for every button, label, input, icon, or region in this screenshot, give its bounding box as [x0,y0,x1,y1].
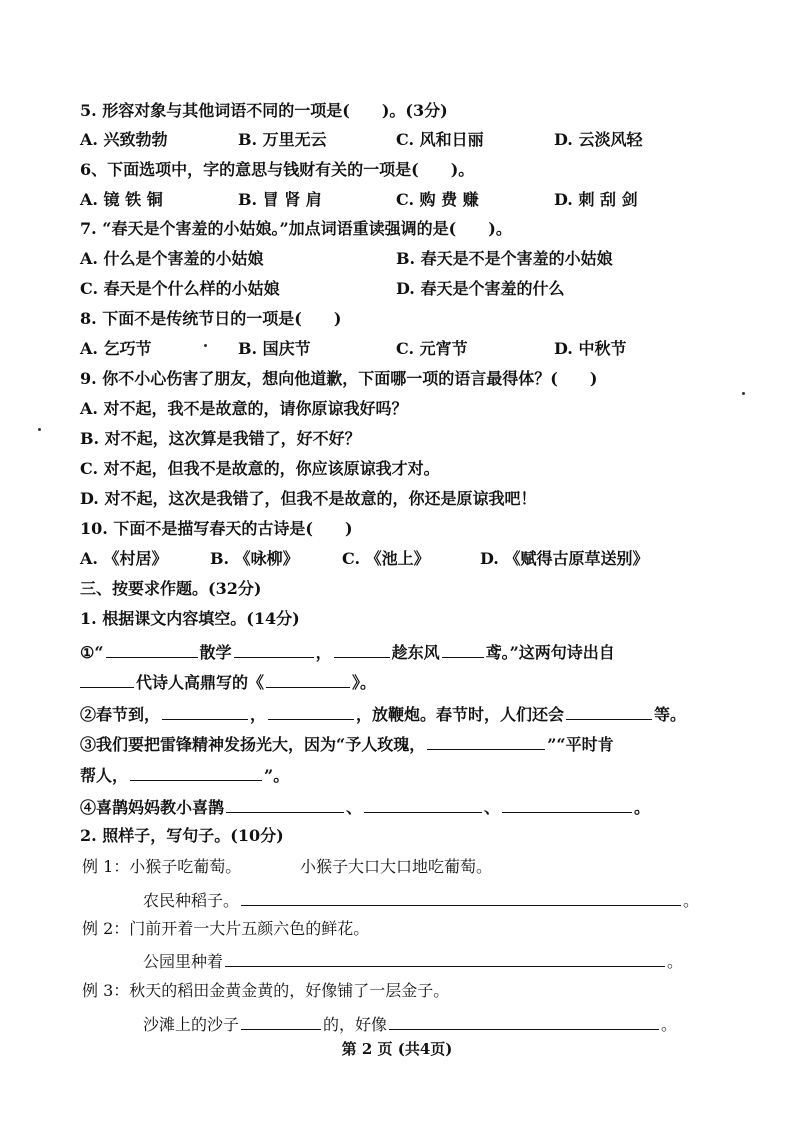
q7-stem: 7. “春天是个害羞的小姑娘。”加点词语重读强调的是( )。 [80,219,512,238]
example3-end: 。 [661,1015,678,1034]
item1-blank-5[interactable] [80,670,134,688]
q9-option-b: B. 对不起，这次算是我错了，好不好？ [80,429,361,448]
part2-title: 2. 照样子，写句子。(10分) [80,826,284,845]
part1-item1-line1 [80,640,734,664]
item4-text-c: 、 [484,798,501,817]
item4-blank-1[interactable] [226,795,344,813]
q10-stem: 10. 下面不是描写春天的古诗是( ) [80,519,353,538]
q8-option-a: A. 乞巧节 [80,339,152,358]
section3-title: 三、按要求作题。(32分) [80,579,262,598]
example3-blank-1[interactable] [241,1012,321,1030]
q9-option-c: C. 对不起，但我不是故意的，你应该原谅我才对。 [80,459,440,478]
example2-answer-blank[interactable] [225,949,665,967]
part1-item1-line2 [80,670,734,694]
item1-text-g: 》。 [352,673,377,692]
item2-text-a: ②春节到， [80,705,161,724]
q5-stem: 5. 形容对象与其他词语不同的一项是( )。(3分) [80,101,448,120]
q5-option-c: C. 风和日丽 [396,130,484,149]
example1-label: 例 1：小猴子吃葡萄。 [82,857,242,876]
scan-speck [204,344,207,347]
item3-text-a: ③我们要把雷锋精神发扬光大，因为“予人玫瑰， [80,735,426,754]
item4-blank-3[interactable] [502,795,632,813]
example3-text-a: 沙滩上的沙子 [143,1015,240,1034]
q6-option-c: C. 购 费 赚 [396,190,479,209]
item1-text-a: ①“ [80,643,104,662]
scan-speck [38,428,41,431]
example1-answer-blank[interactable] [241,888,681,906]
item1-blank-1[interactable] [106,640,198,658]
item3-text-c: 帮人， [80,766,129,785]
item1-blank-3[interactable] [334,640,390,658]
q10-option-c: C. 《池上》 [342,549,430,568]
item4-text-d: 。 [634,798,651,817]
example3-blank-2[interactable] [389,1012,659,1030]
item3-blank-2[interactable] [130,763,262,781]
item3-text-d: ”。 [264,766,290,785]
item1-text-e: 鸢。”这两句诗出自 [485,643,615,662]
q7-option-c: C. 春天是个什么样的小姑娘 [80,279,280,298]
item2-text-c: ，放鞭炮。春节时，人们还会 [356,705,565,724]
item2-text-d: 等。 [654,705,687,724]
page-footer: 第 2 页 (共4页) [341,1040,453,1058]
item3-text-b: ”“平时肯 [547,735,614,754]
item2-blank-3[interactable] [566,702,652,720]
part1-item3-line2 [80,763,734,787]
example1-answer-row [143,888,734,912]
example1-prompt: 农民种稻子。 [143,891,240,910]
example3-answer-row [143,1012,734,1036]
item2-text-b: ， [250,705,267,724]
q9-stem: 9. 你不小心伤害了朋友，想向他道歉，下面哪一项的语言最得体？( ) [80,369,598,388]
item4-text-a: ④喜鹊妈妈教小喜鹊 [80,798,225,817]
item4-blank-2[interactable] [364,795,482,813]
q7-option-d: D. 春天是个害羞的什么 [396,279,565,298]
q7-option-b: B. 春天是不是个害羞的小姑娘 [396,249,613,268]
item1-text-c: ， [315,643,332,662]
part1-item2 [80,702,734,726]
item1-blank-4[interactable] [442,640,484,658]
item1-text-f: 代诗人高鼎写的《 [136,673,265,692]
q9-option-d: D. 对不起，这次是我错了，但我不是故意的，你还是原谅我吧！ [80,489,537,508]
q5-option-b: B. 万里无云 [238,130,327,149]
part1-item3-line1 [80,732,734,756]
q8-option-b: B. 国庆节 [238,339,311,358]
q8-option-c: C. 元宵节 [396,339,468,358]
q5-option-a: A. 兴致勃勃 [80,130,168,149]
q5-option-d: D. 云淡风轻 [554,130,643,149]
q9-option-a: A. 对不起，我不是故意的，请你原谅我好吗？ [80,399,408,418]
q10-option-b: B. 《咏柳》 [210,549,299,568]
q6-stem: 6、下面选项中，字的意思与钱财有关的一项是( )。 [80,160,475,179]
example2-prompt: 公园里种着 [143,952,224,971]
example3-row: 例 3：秋天的稻田金黄金黄的，好像铺了一层金子。 [82,981,450,1000]
item1-blank-2[interactable] [234,640,314,658]
example2-row: 例 2：门前开着一大片五颜六色的鲜花。 [82,919,370,938]
scan-speck [742,392,745,395]
example1-row [82,856,734,878]
q10-option-d: D. 《赋得古原草送别》 [480,549,649,568]
q6-option-d: D. 刺 刮 剑 [554,190,638,209]
q8-stem: 8. 下面不是传统节日的一项是( ) [80,309,342,328]
example1-end: 。 [683,891,700,910]
item2-blank-2[interactable] [268,702,354,720]
example3-text-b: 的，好像 [323,1015,388,1034]
part1-item4 [80,795,734,819]
example2-answer-row [143,949,734,973]
q8-option-d: D. 中秋节 [554,339,627,358]
example2-end: 。 [667,952,684,971]
item4-text-b: 、 [346,798,363,817]
example1-model: 小猴子大口大口地吃葡萄。 [300,857,493,876]
q7-option-a: A. 什么是个害羞的小姑娘 [80,249,264,268]
item2-blank-1[interactable] [162,702,248,720]
q6-option-a: A. 镜 铁 铜 [80,190,163,209]
q6-option-b: B. 冒 肾 肩 [238,190,322,209]
item1-text-d: 趁东风 [391,643,440,662]
item3-blank-1[interactable] [427,732,545,750]
item1-blank-6[interactable] [266,670,350,688]
part1-title: 1. 根据课文内容填空。(14分) [80,609,300,628]
item1-text-b: 散学 [199,643,232,662]
q10-option-a: A. 《村居》 [80,549,168,568]
